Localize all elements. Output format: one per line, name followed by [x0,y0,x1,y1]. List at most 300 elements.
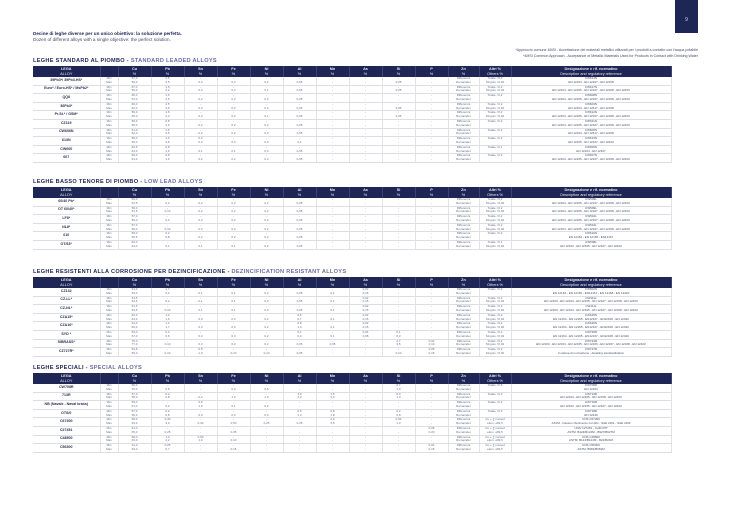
value-p-min: - [431,304,432,309]
value-p-min: 0,02 [428,338,435,343]
value-others-min: Cu + ∑ named [485,425,505,430]
value-mn-max: 0,1 [330,316,335,321]
value-pb-min: 1,6 [165,84,170,89]
value-cu-max: 63,0 [131,290,138,295]
value-as-max: 0,15 [362,307,369,312]
header-p-label: P [430,66,433,71]
value-mn-max: - [332,157,333,162]
value-ni-max: 0,3 [264,307,269,312]
value-al-max: - [299,403,300,408]
value-sn-min: 0,5 [198,347,203,352]
value-si-min: - [398,118,399,123]
value-others-min: Totale <0,2 [487,347,503,352]
value-others-max: Singolo <0,02 [485,299,505,304]
value-mn-min: - [332,312,333,317]
header-as-label: As [363,66,368,71]
minmax-labels-max: Max [106,299,112,304]
value-fe-min: - [233,222,234,227]
value-ni-max: 0,3 [264,122,269,127]
designation-min: CW713R [584,391,598,396]
table-row [33,296,671,305]
value-cu [118,198,151,206]
value-sn-min: - [200,153,201,158]
value-al-min: - [299,417,300,422]
value-pb-min: 0,8 [165,153,170,158]
value-cu [118,444,151,453]
minmax-labels [100,198,118,206]
value-fe [217,444,250,453]
value-si-min: - [398,144,399,149]
value-sn-min: - [200,101,201,106]
value-al-max: 0,05 [296,299,303,304]
value-sn-min: - [200,231,201,236]
minmax-labels-min: Min [106,144,112,149]
value-mn-min: 0,8 [330,408,335,413]
value-as [349,198,382,206]
value-cu-max: 59,0 [131,395,138,400]
value-zn [448,240,479,249]
designation-min: CW625N [584,312,598,317]
value-al [283,401,316,410]
value-ni-min: - [266,110,267,115]
value-ni-max: 0,2 [264,105,269,110]
value-p-min: - [431,239,432,244]
minmax-labels-max: Max [106,122,112,127]
value-fe-min: - [233,144,234,149]
minmax-labels-max: Max [106,226,112,231]
designation-max: EN 12165 - EN 12167 - EN 12420 [568,139,614,144]
value-pb-max: 1,7 [165,325,170,330]
value-ni [250,94,283,103]
header-ni-sub: % [264,282,269,287]
page-number-badge [675,0,698,33]
value-mn-min: - [332,425,333,430]
table-header-row [33,66,671,77]
value-si-max: - [398,299,399,304]
value-as [349,401,382,410]
value-cu-min: 62,5 [131,144,138,149]
header-sn-label: Sn [198,277,203,282]
value-cu-max: 60,0 [131,139,138,144]
value-sn-max: 0,3 [198,105,203,110]
value-ni [250,426,283,435]
value-cu-max: 63,0 [131,438,138,443]
designation-max: ASTM: B124/B124M - B21/B21M [568,438,614,443]
value-others-max [480,124,511,128]
value-cu-max: 67,0 [131,333,138,338]
alloy-name: 36Pb3* [33,102,100,111]
value-fe-min: - [233,321,234,326]
value-fe-max: 0,1 [231,299,236,304]
value-fe [217,137,250,146]
designation-max: EN 12164 - EN 12165 - EN 12167 - EN 12168 - EN 12420 [552,88,630,93]
value-pb-max: 0,1 [165,243,170,248]
value-al-min: - [299,383,300,387]
value-p-min: - [431,329,432,334]
value-zn-min: Differenza [456,93,471,98]
value-si-min: - [398,222,399,227]
table-row [33,348,671,357]
value-pb [151,240,184,249]
value-mn-max: 0,1 [330,299,335,304]
value-as-min: 0,02 [362,295,369,300]
value-zn-max: Remainder [456,421,471,426]
designation-min: UNS C48500 [582,434,600,439]
value-sn-max: - [200,446,201,451]
value-fe-max: 0,4 [231,386,236,391]
designation [511,198,671,206]
value-pb-max: 0,10 [164,350,171,355]
value-as-max: 0,08 [362,333,369,338]
minmax-labels-max: Max [106,131,112,136]
value-as-min: - [365,417,366,422]
minmax-labels [100,94,118,103]
value-si-max: 0,05 [395,79,402,84]
value-p-min: - [431,312,432,317]
value-p-max: 0,10 [428,342,435,347]
value-as-min: - [365,93,366,98]
table-row [33,154,671,163]
value-zn-min: Differenza [456,205,471,210]
alloy-table [33,66,672,163]
value-sn-max: 0,2 [198,122,203,127]
designation [511,154,671,163]
header-pb-sub: % [165,378,170,383]
value-cu-min: 62,0 [131,239,138,244]
value-si-min: - [398,136,399,141]
value-zn [448,198,479,206]
value-mn-min: - [332,347,333,352]
designation [511,240,671,249]
value-zn-min: Differenza [456,222,471,227]
value-si [382,305,415,314]
header-pb-label: Pb [165,66,170,71]
value-si-min: 0,2 [396,408,401,413]
value-cu [118,77,151,85]
value-p-max: - [431,139,432,144]
table-row [33,305,671,314]
value-ni-min: - [266,400,267,405]
table-row [33,111,671,120]
value-pb-min: 0,2 [165,408,170,413]
header-p-sub: % [429,378,434,383]
value-al-min: - [299,205,300,210]
header-alloy-sub: ALLOY [60,282,73,287]
value-ni-min: - [266,443,267,448]
value-as-max: - [365,122,366,127]
value-cu-max: 64,0 [131,316,138,321]
header-pb-label: Pb [165,277,170,282]
value-fe-min: - [233,93,234,98]
value-pb-max: 1,6 [165,148,170,153]
value-fe-max: 0,50 [230,421,237,426]
alloy-name: CW606N [33,128,100,137]
value-al-min: - [299,93,300,98]
alloy-table [33,373,672,453]
value-cu-max: 62,0 [131,105,138,110]
value-mn [316,94,349,103]
value-as-max: - [365,114,366,119]
value-mn-min: 1,5 [330,391,335,396]
alloy-name: CZA15* [33,313,100,322]
value-cu [118,215,151,224]
value-si-max: - [398,307,399,312]
value-others-min: Totale <0,2 [487,76,503,80]
value-mn [316,330,349,339]
value-fe-max: 0,2 [231,131,236,136]
alloy-name: 610 [33,232,100,241]
value-fe-max: 0,2 [231,122,236,127]
value-ni [250,198,283,206]
section-title [33,364,669,373]
header-ni-sub: % [264,378,269,383]
value-pb-max: 0,10 [164,226,171,231]
value-ni-max: 0,3 [264,148,269,153]
value-fe-max: 0,1 [231,307,236,312]
value-fe-max: 0,3 [231,226,236,231]
value-sn-min: - [200,443,201,448]
value-mn-min: - [332,287,333,291]
value-si-min: - [398,287,399,291]
header-si-label: Si [396,66,401,71]
value-sn-max: 0,3 [198,333,203,338]
value-fe-max: 0,3 [231,412,236,417]
value-sn-max: 0,2 [198,209,203,214]
designation-max: EN 12164 - EN 12165 - EN 12168 - EN 12420 [560,395,622,400]
value-zn-min: Differenza [456,76,471,80]
value-fe [217,348,250,357]
value-fe-max: 0,2 [231,235,236,240]
header-pb-label: Pb [165,373,170,378]
value-as [349,305,382,314]
designation-min: CW708R [584,383,598,387]
table-row [33,392,671,401]
value-as-min: - [365,153,366,158]
value-pb-min: 0,2 [165,391,170,396]
value-mn-max: - [332,438,333,443]
alloy-name: 60/40 Pb* [33,198,100,206]
alloy-table [33,187,672,250]
value-fe [217,119,250,128]
value-pb-min: 0,25 [164,443,171,448]
value-fe-min: - [233,136,234,141]
value-sn-min: 0,50 [197,434,204,439]
value-as-min: 0,02 [362,304,369,309]
header-mn-sub: % [330,378,335,383]
value-cu [118,384,151,392]
value-fe-min: - [233,287,234,291]
value-ni-max: 0,2 [264,325,269,330]
value-si [382,215,415,224]
value-cu-min: 59,0 [131,205,138,210]
header-alloy-sub: ALLOY [60,378,73,383]
value-others [479,348,511,357]
value-fe-max: 0,10 [230,350,237,355]
table-row [33,401,671,410]
value-cu-max: 63,0 [131,446,138,451]
value-mn-max: - [332,217,333,222]
value-al [283,384,316,392]
value-as [349,330,382,339]
table-row [33,206,671,215]
value-al [283,348,316,357]
value-pb-max: 0,8 [165,235,170,240]
value-pb-min: 1,6 [165,136,170,141]
value-sn-min: - [200,383,201,387]
header-mn-sub: % [330,192,335,197]
value-zn-min: Differenza [456,329,471,334]
table-row [33,288,671,296]
value-al-min: - [299,434,300,439]
designation-max: EN 12164 - EN 12617 - EN 12168 [568,105,614,110]
header-fe-sub: % [231,192,236,197]
value-ni-max: 1,0 [264,395,269,400]
header-zn-sub: % [461,192,466,197]
value-fe-max: 0,15 [230,446,237,451]
value-mn-min: - [332,231,333,236]
value-as [349,154,382,163]
value-p-min: - [431,383,432,387]
value-as-min: 0,02 [362,312,369,317]
header-as-sub: % [363,71,368,76]
value-sn [184,384,217,392]
value-si-max: - [398,200,399,205]
value-fe-max: 0,1 [231,148,236,153]
value-al [283,137,316,146]
value-fe-min: - [233,101,234,106]
header-as-label: As [363,373,368,378]
value-sn-min: - [200,287,201,291]
value-mn-min: - [332,400,333,405]
value-as [349,94,382,103]
header-others-sub: Others % [487,192,503,197]
header-al-sub: % [297,282,302,287]
value-cu-min: 64,0 [131,329,138,334]
designation-min: CW611N [585,118,597,123]
value-al-min: - [299,338,300,343]
value-si-min: - [398,304,399,309]
value-al-max: 1,0 [297,325,302,330]
value-fe-min: - [233,417,234,422]
value-si-max: 0,3 [396,333,401,338]
value-others-min: Totale <0,2 [487,287,503,291]
value-others [479,119,511,128]
designation-min: CW719R [584,400,598,405]
value-cu-min: 59,0 [131,110,138,115]
value-si-min: - [398,205,399,210]
minmax-labels [100,240,118,249]
minmax-labels-min: Min [106,383,112,387]
value-fe-max: 0,10 [230,438,237,443]
value-mn [316,401,349,410]
header-others-label: Altri % [488,187,502,192]
value-zn [448,401,479,410]
value-al-min: - [299,144,300,149]
value-cu-min: 61,0 [131,443,138,448]
value-sn-max: 0,1 [198,290,203,295]
header-others-sub: Others % [487,378,503,383]
value-p [415,444,448,453]
value-al-max: - [299,438,300,443]
value-si-max: - [398,139,399,144]
value-fe-min: - [233,118,234,123]
value-al-max: - [299,446,300,451]
header-ni-sub: % [264,192,269,197]
table-row [33,330,671,339]
minmax-labels-max: Max [106,157,112,162]
designation-min: CW626N [584,321,598,326]
value-si-min: - [398,197,399,201]
value-p-max: - [431,386,432,391]
value-as-min: - [365,101,366,106]
value-pb [151,305,184,314]
header-fe-label: Fe [231,66,236,71]
value-sn-min: - [200,118,201,123]
value-mn-max: 0,1 [330,333,335,338]
value-ni-min: - [266,425,267,430]
designation-min: CW614N [584,76,598,80]
value-as [349,137,382,146]
minmax-labels-max: Max [106,243,112,248]
designation-max: ASTM - Nessun riferimento con EN - SAE J461 - SAE J463 [551,421,631,426]
value-as-min: - [365,400,366,405]
header-alloy [33,277,100,288]
value-others-min: Totale <0,2 [487,93,503,98]
minmax-labels-min: Min [106,391,112,396]
header-sn-sub: % [198,71,203,76]
value-sn [184,426,217,435]
header-sn-sub: % [198,282,203,287]
designation-min: CW607N [584,153,598,158]
value-pb-min: - [167,197,168,201]
value-pb-max: 1,6 [165,157,170,162]
minmax-labels-min: Min [106,312,112,317]
value-as-min: - [365,231,366,236]
designation-min: CW608N [584,93,598,98]
value-as-max: - [365,88,366,93]
header-si-sub: % [396,71,401,76]
value-sn-max: 0,3 [198,325,203,330]
alloy-section [33,268,669,357]
value-mn-min: - [332,197,333,201]
value-sn [184,348,217,357]
value-p-min: - [431,417,432,422]
value-cu-max: 61,0 [131,96,138,101]
header-al-label: Al [297,66,302,71]
value-others-max: Singolo <0,02 [485,226,505,231]
value-others-min: Totale <0,2 [487,205,503,210]
minmax-labels-max: Max [106,307,112,312]
value-al-min: - [299,101,300,106]
value-sn-max: 1,0 [198,350,203,355]
value-ni-max: - [266,429,267,434]
minmax-labels-min: Min [106,321,112,326]
designation-max: EN 12164 - EN 12165 - EN 12167 - EN 12168 - EN 12420 [552,217,630,222]
value-ni-max: 0,2 [264,342,269,347]
value-pb-min: 0,4 [165,329,170,334]
table-row [33,94,671,103]
value-ni-min: - [266,136,267,141]
value-al-max: 0,05 [296,226,303,231]
value-cu-min: 58,0 [131,417,138,422]
value-pb-min: 0,40 [164,417,171,422]
value-al-min: - [299,153,300,158]
value-p-max: 0,15 [428,350,435,355]
designation [511,215,671,224]
table-row [33,339,671,348]
value-sn-min: - [200,197,201,201]
header-fe-sub: % [231,71,236,76]
